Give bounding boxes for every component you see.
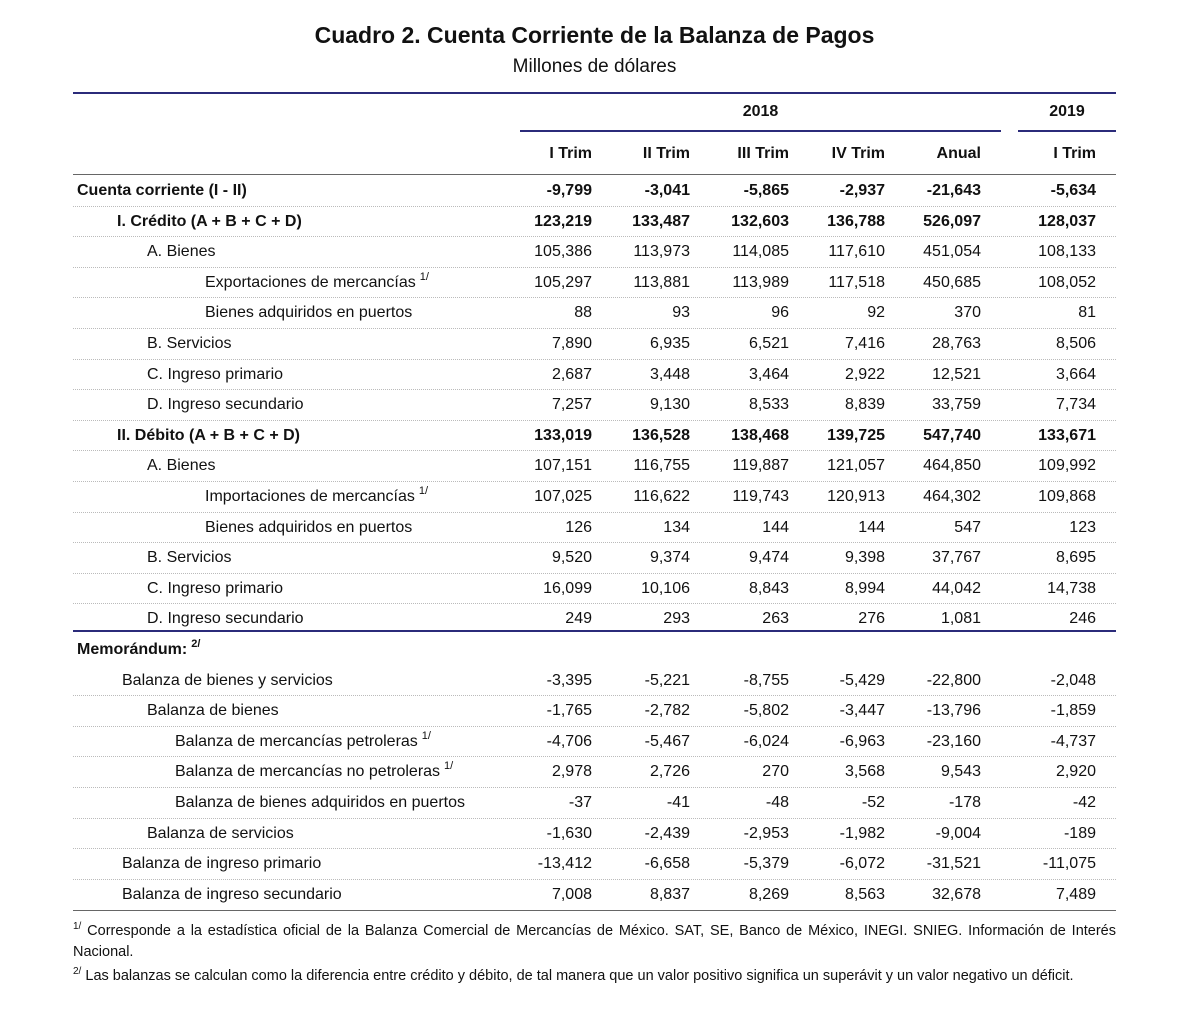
cell-value: 119,887: [732, 457, 789, 475]
column-header-4: IV Trim: [831, 145, 885, 162]
cell-value: -52: [861, 794, 885, 811]
cell-value: -11,075: [1042, 855, 1096, 873]
cell-value: 136,528: [632, 426, 690, 444]
cell-value: -13,412: [537, 855, 592, 873]
cell-value: 136,788: [827, 212, 885, 230]
cell-value: 3,568: [844, 763, 885, 781]
cell-value: 133,671: [1038, 426, 1096, 444]
cell-value: 93: [672, 304, 690, 322]
top-rule: [73, 92, 1116, 94]
cell-value: -9,004: [935, 824, 981, 842]
cell-value: 113,989: [732, 273, 789, 291]
cell-value: 3,448: [649, 365, 690, 383]
cell-value: 120,913: [827, 488, 885, 505]
cell-value: 138,468: [731, 426, 789, 444]
cell-value: 9,130: [649, 396, 690, 414]
cell-value: 113,881: [633, 273, 690, 291]
cell-value: 117,518: [828, 273, 885, 291]
cell-value: 8,506: [1055, 335, 1096, 352]
cell-value: -5,429: [839, 671, 885, 689]
cell-value: -8,755: [743, 671, 789, 689]
row-label: C. Ingreso primario: [147, 579, 284, 597]
cell-value: -3,041: [644, 182, 690, 199]
cell-value: 263: [762, 610, 789, 628]
cell-value: 8,695: [1055, 549, 1096, 567]
header-rule: [73, 174, 1116, 175]
cell-value: -178: [948, 794, 981, 811]
cell-value: 16,099: [543, 579, 592, 597]
cell-value: 9,543: [940, 763, 981, 781]
year-2019-rule: [1018, 130, 1116, 132]
cell-value: -1,630: [546, 824, 592, 842]
row-label: Balanza de mercancías petroleras $^{1/}$: [175, 729, 431, 750]
row-label: Balanza de ingreso primario: [122, 855, 322, 873]
cell-value: 7,257: [551, 396, 592, 414]
cell-value: 114,085: [732, 243, 789, 261]
cell-value: 144: [762, 518, 789, 536]
column-header-1: I Trim: [549, 145, 592, 162]
cell-value: 109,868: [1038, 488, 1096, 505]
cell-value: 526,097: [923, 212, 981, 230]
cell-value: 117,610: [828, 243, 885, 261]
footnote-reference: 1/: [444, 760, 454, 773]
cell-value: 139,725: [827, 426, 885, 444]
table-row: [73, 727, 1116, 758]
cell-value: -21,643: [926, 182, 981, 199]
cell-value: -1,765: [546, 702, 592, 720]
cell-value: 10,106: [641, 579, 690, 597]
row-label: Balanza de mercancías no petroleras $^{1/}$: [175, 760, 454, 781]
cell-value: 37,767: [932, 549, 981, 567]
cell-value: 88: [574, 304, 592, 322]
cell-value: 9,374: [649, 549, 690, 567]
table-row: [73, 819, 1116, 850]
cell-value: -13,796: [926, 702, 981, 720]
footnote-reference: 1/: [421, 729, 431, 742]
cell-value: 7,890: [551, 335, 592, 352]
row-label: D. Ingreso secundario: [147, 610, 304, 628]
table-row: [73, 849, 1116, 880]
cell-value: -6,658: [644, 855, 690, 873]
cell-value: 121,057: [827, 457, 885, 475]
row-label: Memorándum: $^{2/}$: [77, 638, 201, 658]
cell-value: 8,563: [844, 885, 885, 903]
cell-value: 7,008: [551, 885, 592, 903]
row-label: Cuenta corriente (I - II): [77, 182, 247, 199]
year-2018-rule: [520, 130, 1001, 132]
footnote-2: [73, 961, 1116, 987]
table-row: [73, 635, 1116, 666]
column-header-6: I Trim: [1053, 145, 1096, 162]
row-label: Balanza de ingreso secundario: [122, 885, 342, 903]
row-label: C. Ingreso primario: [147, 365, 284, 383]
cell-value: 126: [565, 518, 592, 536]
cell-value: 8,994: [844, 579, 885, 597]
cell-value: -2,937: [839, 182, 885, 199]
cell-value: 7,489: [1055, 885, 1096, 903]
cell-value: 133,019: [534, 426, 592, 444]
cell-value: 81: [1078, 304, 1096, 322]
cell-value: -37: [568, 794, 592, 811]
cell-value: -5,467: [644, 732, 690, 750]
table-row: [73, 543, 1116, 574]
row-label: B. Servicios: [147, 549, 232, 567]
row-label: Balanza de bienes y servicios: [122, 671, 333, 689]
table-subtitle: Millones de dólares: [512, 56, 677, 77]
cell-value: -6,072: [839, 855, 885, 873]
cell-value: 2,726: [649, 763, 690, 781]
footnote-reference: 1/: [418, 485, 429, 497]
cell-value: 3,664: [1055, 365, 1096, 383]
footnote-1: [73, 916, 1116, 963]
cell-value: 128,037: [1038, 212, 1096, 230]
row-label: Importaciones de mercancías $^{1/}$: [205, 485, 429, 505]
cell-value: -5,221: [644, 671, 690, 689]
cell-value: 9,520: [551, 549, 592, 567]
cell-value: 144: [858, 518, 885, 536]
cell-value: 96: [771, 304, 789, 322]
cell-value: 3,464: [748, 365, 789, 383]
table-row: [73, 574, 1116, 605]
cell-value: 12,521: [932, 365, 981, 383]
cell-value: 6,935: [649, 335, 690, 352]
cell-value: -9,799: [546, 182, 592, 199]
cell-value: 105,386: [534, 243, 592, 261]
cell-value: -1,982: [839, 824, 885, 842]
cell-value: 2,922: [844, 365, 885, 383]
cell-value: 276: [858, 610, 885, 628]
table-row: [73, 788, 1116, 819]
cell-value: 2,978: [551, 763, 592, 781]
table-row: [73, 513, 1116, 544]
cell-value: -2,953: [743, 824, 789, 842]
cell-value: 464,302: [923, 488, 981, 505]
cell-value: -5,802: [743, 702, 789, 720]
cell-value: 132,603: [731, 212, 789, 230]
row-label: Exportaciones de mercancías $^{1/}$: [205, 270, 429, 291]
cell-value: 116,622: [633, 488, 690, 505]
cell-value: 92: [867, 304, 885, 322]
cell-value: 33,759: [932, 396, 981, 414]
cell-value: 7,416: [844, 335, 885, 352]
cell-value: 123,219: [534, 212, 592, 230]
cell-value: 2,687: [551, 365, 592, 383]
cell-value: 28,763: [932, 335, 981, 352]
table-row: [73, 298, 1116, 329]
cell-value: -6,963: [839, 732, 885, 750]
table-row: [73, 207, 1116, 238]
row-label: Balanza de servicios: [147, 824, 294, 842]
cell-value: -4,737: [1050, 732, 1096, 750]
cell-value: 8,269: [748, 885, 789, 903]
cell-value: 108,133: [1038, 243, 1096, 261]
cell-value: 119,743: [732, 488, 789, 505]
cell-value: 1,081: [940, 610, 981, 628]
cell-value: 109,992: [1038, 457, 1096, 475]
table-title: Cuadro 2. Cuenta Corriente de la Balanza de Pagos: [314, 22, 875, 48]
cell-value: -1,859: [1050, 702, 1096, 720]
cell-value: 107,151: [534, 457, 592, 475]
row-label: D. Ingreso secundario: [147, 396, 304, 414]
table-row: [73, 268, 1116, 299]
cell-value: -22,800: [926, 671, 981, 689]
cell-value: 464,850: [923, 457, 981, 475]
cell-value: 107,025: [534, 488, 592, 505]
column-header-3: III Trim: [737, 145, 789, 162]
table-row: [73, 880, 1116, 911]
footnote-1-mark: 1/: [73, 921, 82, 932]
row-label: A. Bienes: [147, 243, 216, 261]
cell-value: 133,487: [632, 212, 690, 230]
cell-value: -3,447: [839, 702, 885, 720]
cell-value: 2,920: [1055, 763, 1096, 781]
table-row: [73, 451, 1116, 482]
footnote-1-text: Corresponde a la estadística oficial de la Balanza Comercial de Mercancías de México. SAT, SE, Banco de México, INEGI. SNIEG. Información de Interés Nacional.: [73, 922, 1116, 960]
table-row: [73, 482, 1116, 513]
cell-value: 105,297: [534, 273, 592, 291]
cell-value: -3,395: [546, 671, 592, 689]
memorandum-rule: [73, 630, 1116, 632]
cell-value: -189: [1063, 824, 1096, 842]
year-2018-header: 2018: [742, 103, 779, 120]
column-header-2: II Trim: [642, 145, 690, 162]
table-row: [73, 329, 1116, 360]
cell-value: -42: [1072, 794, 1096, 811]
cell-value: 451,054: [923, 243, 981, 261]
table-row: [73, 421, 1116, 452]
cell-value: 44,042: [932, 579, 981, 597]
row-label: Bienes adquiridos en puertos: [205, 304, 413, 322]
cell-value: 8,837: [649, 885, 690, 903]
cell-value: -2,048: [1050, 671, 1096, 689]
cell-value: 6,521: [748, 335, 789, 352]
cell-value: 9,398: [844, 549, 885, 567]
row-label: B. Servicios: [147, 335, 232, 352]
cell-value: 32,678: [932, 885, 981, 903]
table-row: [73, 237, 1116, 268]
cell-value: -4,706: [546, 732, 592, 750]
cell-value: 450,685: [923, 273, 981, 291]
cell-value: 246: [1069, 610, 1096, 628]
cell-value: 116,755: [633, 457, 690, 475]
cell-value: 270: [762, 763, 789, 781]
row-label: Balanza de bienes: [147, 702, 279, 720]
cell-value: -5,379: [743, 855, 789, 873]
cell-value: 547,740: [923, 426, 981, 444]
cell-value: -48: [765, 794, 789, 811]
cell-value: -41: [666, 794, 690, 811]
footnote-reference: 1/: [419, 270, 429, 283]
cell-value: -5,865: [743, 182, 789, 199]
cell-value: 370: [954, 304, 981, 322]
row-label: Bienes adquiridos en puertos: [205, 518, 413, 536]
cell-value: 134: [663, 518, 690, 536]
year-2019-header: 2019: [1049, 103, 1085, 120]
cell-value: 123: [1069, 518, 1096, 536]
table-row: [73, 390, 1116, 421]
cell-value: 14,738: [1047, 579, 1096, 597]
cell-value: 113,973: [633, 243, 690, 261]
cell-value: 293: [663, 610, 690, 628]
cell-value: 9,474: [748, 549, 789, 567]
cell-value: -2,439: [644, 824, 690, 842]
cell-value: 249: [565, 610, 592, 628]
cell-value: 547: [954, 518, 981, 536]
cell-value: 8,839: [844, 396, 885, 414]
table-row: [73, 696, 1116, 727]
cell-value: -2,782: [644, 702, 690, 720]
row-label: Balanza de bienes adquiridos en puertos: [175, 794, 465, 811]
table-row: [73, 757, 1116, 788]
table-row: [73, 666, 1116, 697]
column-header-5: Anual: [936, 145, 981, 162]
cell-value: -5,634: [1050, 182, 1096, 199]
footnote-reference: 2/: [191, 638, 201, 650]
table-row: [73, 176, 1116, 207]
cell-value: -6,024: [743, 732, 789, 750]
row-label: A. Bienes: [147, 457, 216, 475]
cell-value: 108,052: [1038, 273, 1096, 291]
footnote-2-text: Las balanzas se calculan como la diferencia entre crédito y débito, de tal manera que un valor positivo significa un superávit y un valor negativo un déficit.: [85, 967, 1074, 984]
bottom-rule: [73, 910, 1116, 911]
cell-value: 7,734: [1055, 396, 1096, 414]
cell-value: 8,533: [748, 396, 789, 414]
cell-value: -23,160: [926, 732, 981, 750]
footnote-2-mark: 2/: [73, 966, 82, 977]
row-label: I. Crédito (A + B + C + D): [117, 212, 302, 230]
cell-value: 8,843: [748, 579, 789, 597]
table-row: [73, 360, 1116, 391]
cell-value: -31,521: [926, 855, 981, 873]
row-label: II. Débito (A + B + C + D): [117, 426, 300, 444]
